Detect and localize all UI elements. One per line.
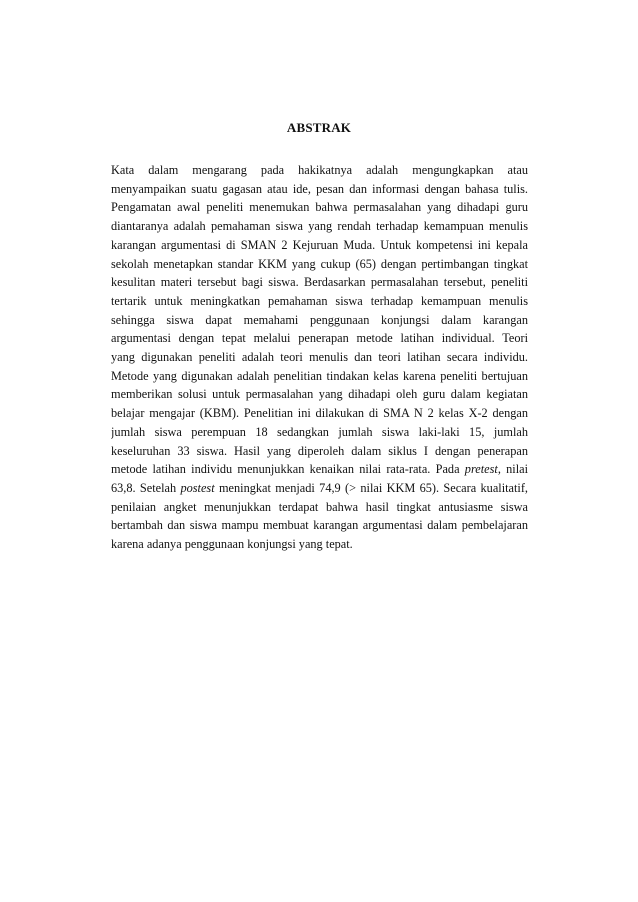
abstract-line: memberikan solusi untuk permasalahan yang dihadapi oleh guru dalam kegiatan <box>111 387 528 402</box>
abstract-line-text: 63,8. Setelah <box>111 480 177 495</box>
abstract-line: karangan argumentasi di SMAN 2 Kejuruan Muda. Untuk kompetensi ini kepala <box>111 237 528 252</box>
abstract-line: diantaranya adalah pemahaman siswa yang rendah terhadap kemampuan menulis <box>111 219 528 234</box>
abstract-line: belajar mengajar (KBM). Penelitian ini dilakukan di SMA N 2 kelas X-2 dengan <box>111 406 528 421</box>
abstract-line: sehingga siswa dapat memahami penggunaan konjungsi dalam karangan <box>111 312 528 327</box>
abstract-line: tertarik untuk meningkatkan pemahaman siswa terhadap kemampuan menulis <box>111 293 528 308</box>
abstract-line: bertambah dan siswa mampu membuat karangan argumentasi dalam pembelajaran <box>111 518 528 533</box>
abstract-line: Metode yang digunakan adalah penelitian tindakan kelas karena peneliti bertujuan <box>111 368 528 383</box>
abstract-line: keseluruhan 33 siswa. Hasil yang diperoleh dalam siklus I dengan penerapan <box>111 443 528 458</box>
abstract-line-mixed <box>111 460 528 479</box>
abstract-line-mixed <box>111 479 528 498</box>
abstract-line-text: metode latihan individu menunjukkan kenaikan nilai rata-rata. Pada <box>111 462 460 477</box>
abstract-line: Kata dalam mengarang pada hakikatnya adalah mengungkapkan atau <box>111 163 528 177</box>
abstract-line-tail: meningkat menjadi 74,9 (> nilai KKM 65). Secara kualitatif, <box>214 480 528 495</box>
abstract-line: sekolah menetapkan standar KKM yang cukup (65) dengan pertimbangan tingkat <box>111 256 528 271</box>
abstract-line: Pengamatan awal peneliti menemukan bahwa permasalahan yang dihadapi guru <box>111 200 528 215</box>
abstract-line: yang digunakan peneliti adalah teori menulis dan teori latihan secara individu. <box>111 350 528 365</box>
abstract-line: kesulitan materi tersebut bagi siswa. Berdasarkan permasalahan tersebut, peneliti <box>111 275 528 290</box>
abstract-line: penilaian angket menunjukkan terdapat bahwa hasil tingkat antusiasme siswa <box>111 499 528 514</box>
abstract-body <box>111 161 528 554</box>
abstract-line: argumentasi dengan tepat melalui penerapan metode latihan individual. Teori <box>111 331 528 346</box>
abstract-line: menyampaikan suatu gagasan atau ide, pesan dan informasi dengan bahasa tulis. <box>111 181 528 196</box>
italic-term-pretest: pretest <box>464 462 498 477</box>
abstract-line: karena adanya penggunaan konjungsi yang tepat. <box>111 537 353 552</box>
abstract-title: ABSTRAK <box>286 120 352 135</box>
abstract-line-tail: , nilai <box>497 462 528 477</box>
abstract-line: jumlah siswa perempuan 18 sedangkan jumlah siswa laki-laki 15, jumlah <box>111 424 528 439</box>
italic-term-postest: postest <box>180 480 215 495</box>
